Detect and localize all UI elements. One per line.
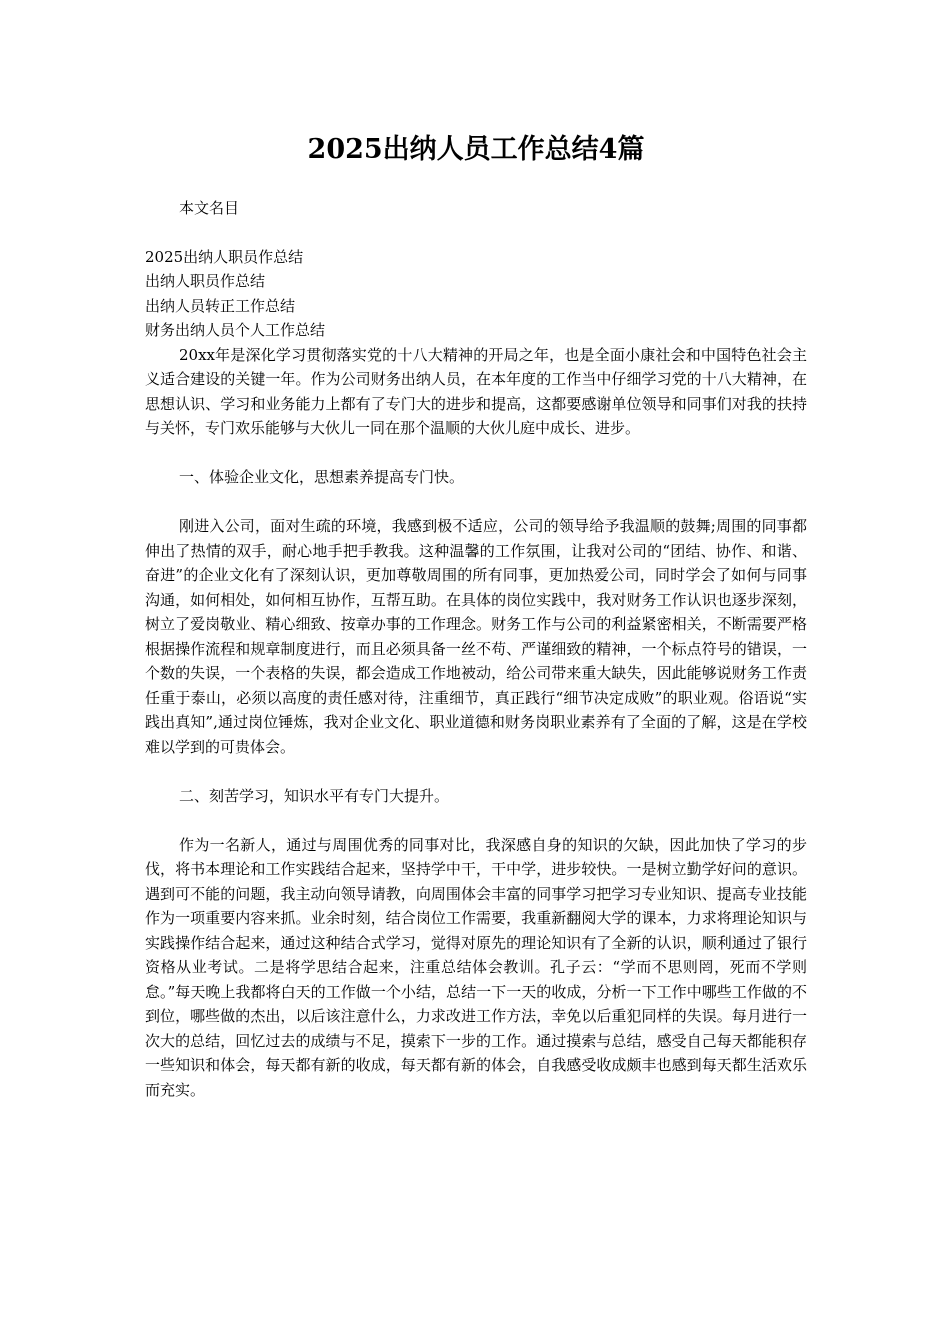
intro-paragraph: 20xx年是深化学习贯彻落实党的十八大精神的开局之年，也是全面小康社会和中国特色社会主义适合建设的关键一年。作为公司财务出纳人员，在本年度的工作当中仔细学习党的十八大精神，在思想认识、学习和业务能力上都有了专门大的进步和提高，这都要感谢单位领导和同事们对我的扶持与关怀，专门欢乐能够与大伙儿一同在那个温顺的大伙儿庭中成长、进步。	[145, 345, 807, 437]
document-title: 2025出纳人员工作总结4篇	[307, 134, 645, 165]
paragraph-spacer	[145, 490, 807, 515]
section-heading: 二、刻苦学习，知识水平有专门大提升。	[179, 786, 450, 805]
paragraph-spacer	[145, 759, 807, 784]
body-paragraph: 作为一名新人，通过与周围优秀的同事对比，我深感自身的知识的欠缺，因此加快了学习的步伐，将书本理论和工作实践结合起来，坚持学中干，干中学，进步较快。一是树立勤学好问的意识。遇到可不能的问题，我主动向领导请教，向周围体会丰富的同事学习把学习专业知识、提高专业技能作为一项重要内容来抓。业余时刻，结合岗位工作需要，我重新翻阅大学的课本，力求将理论知识与实践操作结合起来，通过这种结合式学习，觉得对原先的理论知识有了全新的认识，顺利通过了银行资格从业考试。二是将学思结合起来，注重总结体会教训。孔子云：“学而不思则罔，死而不学则怠。”每天晚上我都将白天的工作做一个小结，总结一下一天的收成，分析一下工作中哪些工作做的不到位，哪些做的杰出，以后该注意什么，力求改进工作方法，幸免以后重犯同样的失误。每月进行一次大的总结，回忆过去的成绩与不足，摸索下一步的工作。通过摸索与总结，感受自己每天都能积存一些知识和体会，每天都有新的收成，每天都有新的体会，自我感受收成颇丰也感到每天都生活欢乐而充实。	[145, 835, 807, 1099]
toc-item[interactable]: 2025出纳人职员作总结	[145, 247, 304, 266]
toc-item[interactable]: 出纳人员转正工作总结	[145, 296, 296, 315]
paragraph-spacer	[145, 808, 807, 833]
paragraph-spacer	[145, 441, 807, 466]
document-page	[145, 128, 807, 1102]
body-paragraph: 刚进入公司，面对生疏的环境，我感到极不适应，公司的领导给予我温顺的鼓舞;周围的同事都伸出了热情的双手，耐心地手把手教我。这种温馨的工作氛围，让我对公司的“团结、协作、和谐、奋进”的企业文化有了深刻认识，更加尊敬周围的所有同事，更加热爱公司，同时学会了如何与同事沟通，如何相处，如何相互协作，互帮互助。在具体的岗位实践中，我对财务工作认识也逐步深刻，树立了爱岗敬业、精心细致、按章办事的工作理念。财务工作与公司的利益紧密相关，不断需要严格根据操作流程和规章制度进行，而且必须具备一丝不苟、严谨细致的精神，一个标点符号的错误，一个数的失误，一个表格的失误，都会造成工作地被动，给公司带来重大缺失，因此能够说财务工作责任重于泰山，必须以高度的责任感对待，注重细节，真正践行“细节决定成败”的职业观。俗语说“实践出真知”,通过岗位锤炼，我对企业文化、职业道德和财务岗职业素养有了全面的了解，这是在学校难以学到的可贵体会。	[145, 517, 807, 756]
toc-item[interactable]: 出纳人职员作总结	[145, 272, 266, 290]
section-heading: 一、体验企业文化，思想素养提高专门快。	[179, 468, 465, 486]
toc-item[interactable]: 财务出纳人员个人工作总结	[145, 321, 326, 339]
table-of-contents	[145, 245, 807, 343]
toc-label: 本文名目	[179, 199, 240, 217]
